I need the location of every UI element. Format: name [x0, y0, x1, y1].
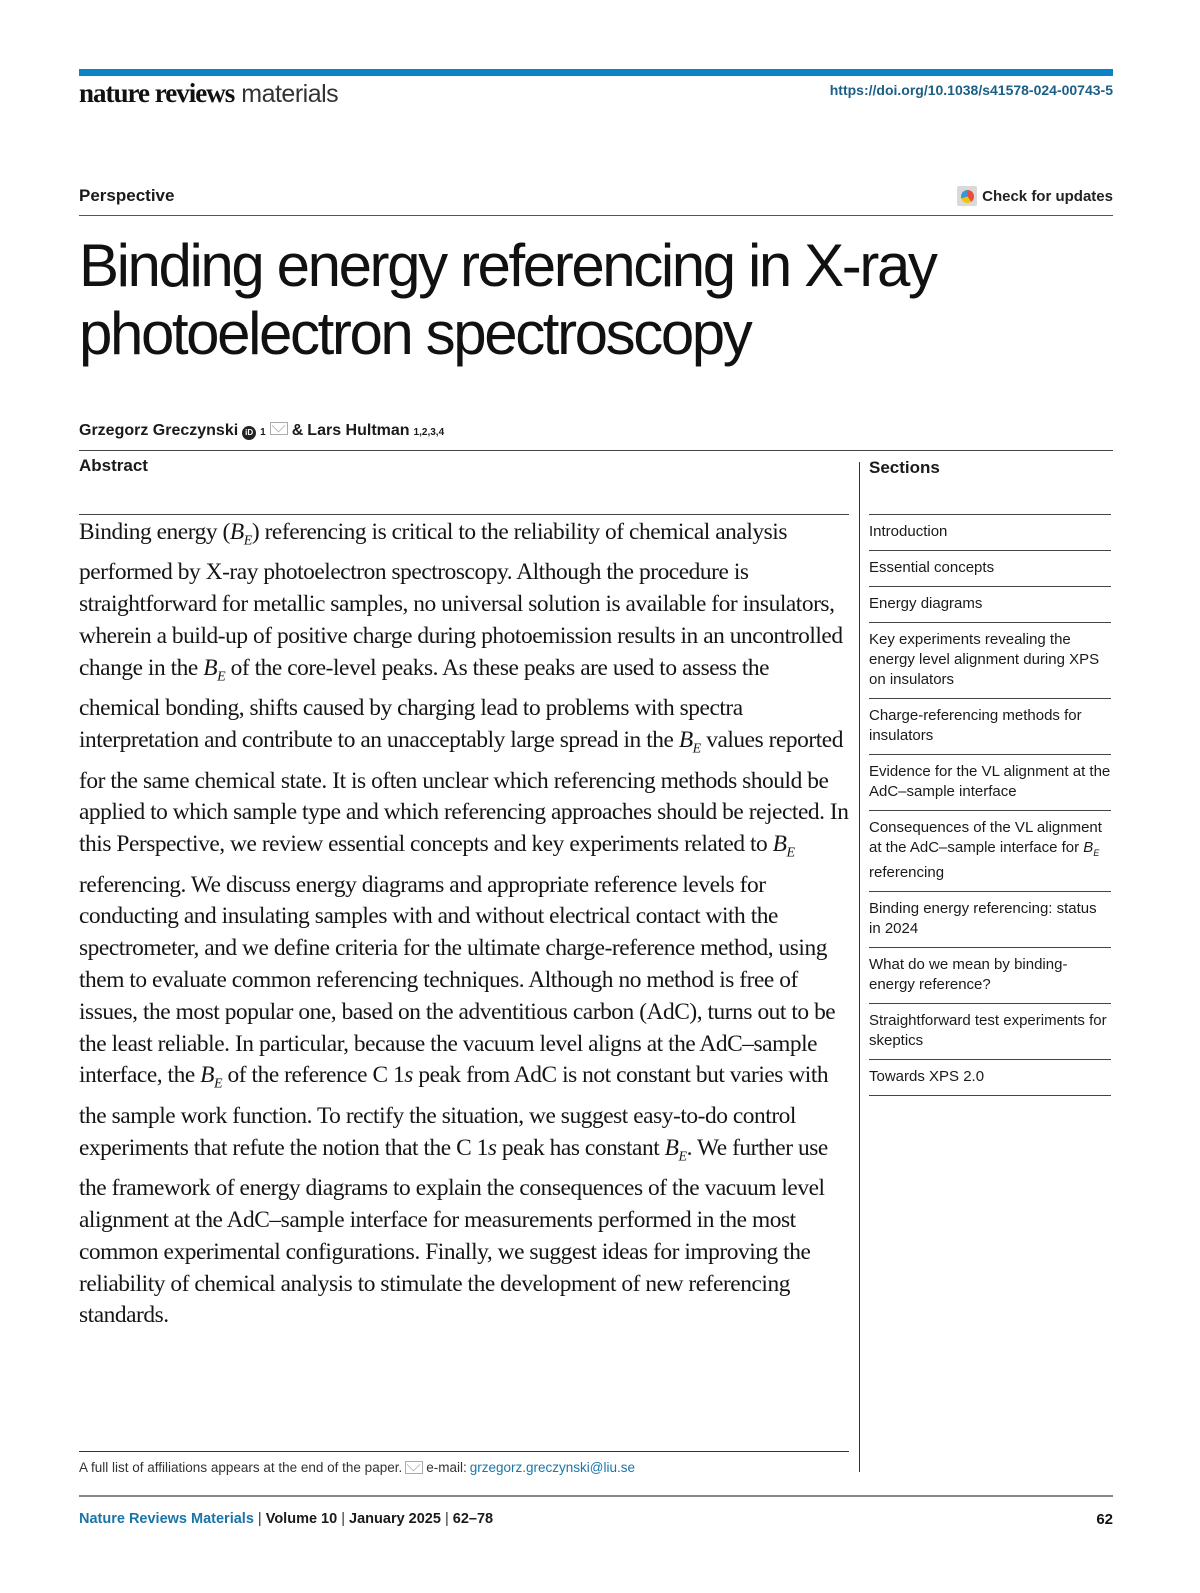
section-link[interactable]: Charge-referencing methods for insulators — [869, 698, 1111, 754]
author-name[interactable]: Lars Hultman — [307, 422, 410, 439]
crossmark-icon — [957, 186, 977, 206]
envelope-icon — [405, 1461, 423, 1474]
divider — [79, 215, 1113, 216]
journal-logo-light: materials — [241, 80, 339, 108]
email-label: e-mail: — [426, 1460, 467, 1475]
check-for-updates-button[interactable] — [957, 186, 1113, 206]
affiliations-note — [79, 1460, 635, 1475]
divider — [79, 1495, 1113, 1497]
author-separator: & — [291, 422, 304, 439]
author-list — [79, 422, 444, 440]
section-link[interactable]: Evidence for the VL alignment at the AdC–sample interface — [869, 754, 1111, 810]
column-divider — [859, 462, 860, 1472]
section-link[interactable]: Consequences of the VL alignment at the AdC–sample interface for $B_E$ referencing — [869, 810, 1111, 891]
envelope-icon[interactable] — [270, 422, 288, 435]
author-affiliation: 1,2,3,4 — [413, 427, 445, 438]
section-link[interactable]: Essential concepts — [869, 550, 1111, 586]
page-number: 62 — [1096, 1511, 1113, 1528]
section-link[interactable]: Straightforward test experiments for skeptics — [869, 1003, 1111, 1059]
footer-pages: 62–78 — [452, 1511, 494, 1527]
sections-list — [869, 514, 1111, 1096]
journal-logo-bold: nature reviews — [79, 78, 235, 108]
divider — [79, 1451, 849, 1452]
section-link[interactable]: Binding energy referencing: status in 2024 — [869, 891, 1111, 947]
footer-journal-link[interactable]: Nature Reviews Materials — [79, 1511, 254, 1527]
check-for-updates-label: Check for updates — [982, 187, 1113, 205]
author-affiliation: 1 — [260, 427, 266, 438]
journal-logo[interactable] — [79, 78, 338, 109]
abstract-heading: Abstract — [79, 456, 148, 475]
footer-date: January 2025 — [349, 1511, 441, 1527]
sections-heading: Sections — [869, 458, 940, 477]
affiliations-text: A full list of affiliations appears at the end of the paper. — [79, 1460, 403, 1475]
citation-footer: Nature Reviews Materials | Volume 10 | January 2025 | 62–78 — [79, 1511, 494, 1527]
journal-accent-bar — [79, 69, 1113, 76]
divider — [79, 450, 1113, 451]
section-link[interactable]: What do we mean by binding-energy reference? — [869, 947, 1111, 1003]
abstract-text: Binding energy $(B_E)$ referencing is critical to the reliability of chemical analysis performed by X-ray photoelectron spectroscopy. Although the procedure is straightforward for metallic samples, no universal solution is available for insulators, wherein a build-up of positive charge during photoemission results in an uncontrolled change in the $B_E$ of the core-level peaks. As these peaks are used to assess the chemical bonding, shifts caused by charging lead to problems with spectra interpretation and contribute to an unacceptably large spread in the $B_E$ values reported for the same chemical state. It is often unclear which referencing methods should be applied to which sample type and which referencing approaches should be rejected. In this Perspective, we review essential concepts and key experiments related to $B_E$ referencing. We discuss energy diagrams and appropriate reference levels for conducting and insulating samples with and without electrical contact with the spectrometer, and we define criteria for the ultimate charge-reference method, using them to evaluate common referencing techniques. Although no method is free of issues, the most popular one, based on the adventitious carbon (AdC), turns out to be the least reliable. In particular, because the vacuum level aligns at the AdC–sample interface, the $B_E$ of the reference C 1s peak from AdC is not constant but varies with the sample work function. To rectify the situation, we suggest easy-to-do control experiments that refute the notion that the C 1s peak has constant $B_E$. We further use the framework of energy diagrams to explain the consequences of the vacuum level alignment at the AdC–sample interface for measurements performed in the most common experimental configurations. Finally, we suggest ideas for improving the reliability of chemical analysis to stimulate the development of new referencing standards. — [79, 519, 849, 1329]
doi-link[interactable]: https://doi.org/10.1038/s41578-024-00743-5 — [829, 82, 1113, 98]
article-title: Binding energy referencing in X-ray photoelectron spectroscopy — [79, 232, 936, 367]
email-link[interactable]: grzegorz.greczynski@liu.se — [469, 1460, 635, 1475]
section-link[interactable]: Introduction — [869, 514, 1111, 550]
divider — [79, 514, 849, 515]
orcid-icon[interactable]: iD — [242, 426, 256, 440]
section-link[interactable]: Towards XPS 2.0 — [869, 1059, 1111, 1096]
article-type: Perspective — [79, 186, 175, 205]
section-link[interactable]: Key experiments revealing the energy level alignment during XPS on insulators — [869, 622, 1111, 698]
section-link[interactable]: Energy diagrams — [869, 586, 1111, 622]
author-name[interactable]: Grzegorz Greczynski — [79, 422, 239, 439]
footer-volume: Volume 10 — [265, 1511, 338, 1527]
